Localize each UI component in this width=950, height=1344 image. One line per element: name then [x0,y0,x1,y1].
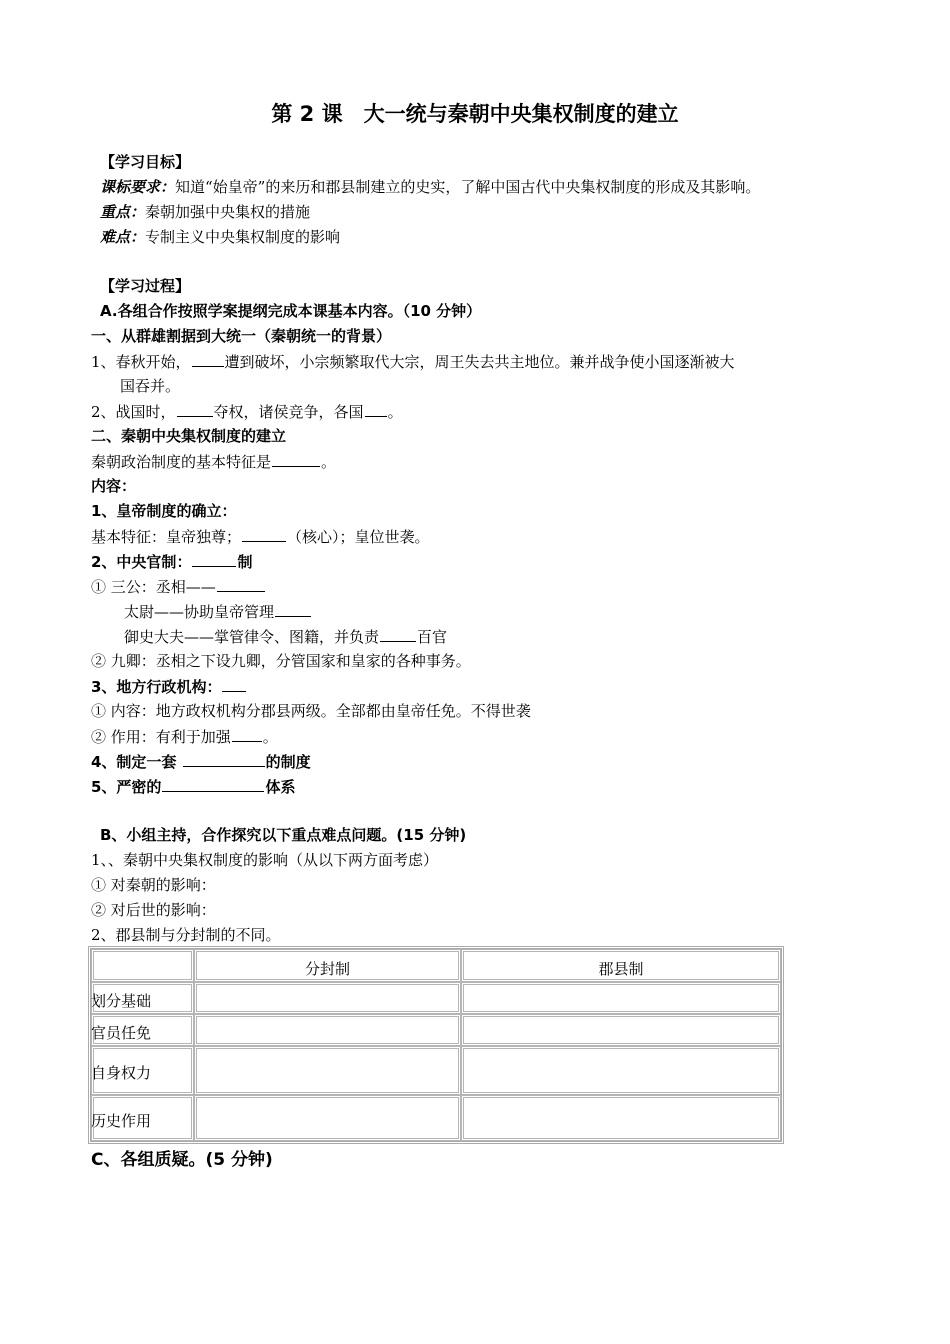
item-1-text-b: 遭到破坏，小宗频繁取代大宗，周王失去共主地位。兼并战争使小国逐渐被大 [224,353,735,371]
sangong-text: ① 三公：丞相—— [91,578,216,596]
table-row [91,1046,194,1095]
table-input-cell[interactable] [461,1046,781,1095]
table-row [91,982,194,1014]
local-effect-line [91,726,278,747]
comparison-table [88,946,784,1144]
yushi-text-a: 御史大夫——掌管律令、图籍，并负责 [124,628,380,646]
table-header-cell [194,949,461,982]
basic-text-a: 秦朝政治制度的基本特征是 [91,453,272,471]
blank-field[interactable] [272,451,320,467]
item-2 [91,401,403,422]
table-input-cell[interactable] [194,1046,461,1095]
difficulty-text: 专制主义中央集权制度的影响 [145,228,341,246]
blank-field[interactable] [275,601,311,617]
question-1-b: ② 对后世的影响： [91,901,216,919]
row-label: 划分基础 [91,992,152,1010]
basic-feature-line [91,451,336,472]
part-a-heading: A.各组合作按照学案提纲完成本课基本内容。（10 分钟） [100,302,482,320]
table-row [91,1014,194,1046]
section-2-heading: 二、秦朝中央集权制度的建立 [91,427,287,445]
emperor-heading: 1、皇帝制度的确立： [91,502,237,520]
process-header: 【学习过程】 [100,277,191,295]
part-c-heading: C、各组质疑。(5 分钟) [91,1150,273,1170]
standard-line [100,177,760,197]
content-label: 内容： [91,477,137,495]
blank-field[interactable] [217,576,265,592]
blank-field[interactable] [380,626,416,642]
central-text-b: 制 [237,553,253,571]
item-1 [91,351,735,372]
item-1-cont: 国吞并。 [120,377,181,395]
central-text-a: 2、中央官制： [91,553,192,571]
item-2-text-c: 。 [387,403,403,421]
table-input-cell[interactable] [461,1014,781,1046]
emperor-text-a: 基本特征：皇帝独尊； [91,528,242,546]
item-5 [91,776,295,797]
jiuqing-line: ② 九卿：丞相之下设九卿，分管国家和皇家的各种事务。 [91,652,471,670]
blank-field[interactable] [242,526,286,542]
sangong-line [91,576,266,597]
basic-text-b: 。 [321,453,337,471]
standard-text: 知道“始皇帝”的来历和郡县制建立的史实，了解中国古代中央集权制度的形成及其影响。 [175,178,761,196]
item-5-text-b: 体系 [265,778,296,796]
blank-field[interactable] [183,751,265,767]
item-5-text-a: 5、严密的 [91,778,162,796]
item-4-text-a: 4、制定一套 [91,753,182,771]
header-fengjian: 分封制 [304,960,350,978]
taiwei-text: 太尉——协助皇帝管理 [124,603,275,621]
item-2-text-b: 夺权，诸侯竞争，各国 [213,403,364,421]
blank-field[interactable] [162,776,264,792]
item-4 [91,751,311,772]
goals-header: 【学习目标】 [100,153,191,171]
emperor-line [91,526,430,547]
difficulty-label: 难点： [100,228,146,246]
blank-field[interactable] [192,551,236,567]
section-1-heading: 一、从群雄割据到大统一（秦朝统一的背景） [91,327,392,345]
yushi-line [124,626,447,647]
taiwei-line [124,601,312,622]
table-input-cell[interactable] [461,1095,781,1141]
local-effect-text-b: 。 [262,728,278,746]
table-input-cell[interactable] [194,1095,461,1141]
local-heading-text: 3、地方行政机构： [91,678,222,696]
question-2: 2、郡县制与分封制的不同。 [91,926,281,944]
header-junxian: 郡县制 [598,960,644,978]
item-1-text-a: 1、春秋开始， [91,353,191,371]
blank-field[interactable] [365,401,387,417]
local-content-line: ① 内容：地方政权机构分郡县两级。全部都由皇帝任免。不得世袭 [91,702,531,720]
table-header-cell [461,949,781,982]
standard-label: 课标要求： [100,178,176,196]
question-1: 1、、秦朝中央集权制度的影响（从以下两方面考虑） [91,851,439,869]
key-label: 重点： [100,203,146,221]
row-label: 历史作用 [91,1112,152,1130]
table-input-cell[interactable] [194,982,461,1014]
key-text: 秦朝加强中央集权的措施 [145,203,311,221]
table-input-cell[interactable] [461,982,781,1014]
row-label: 自身权力 [91,1064,152,1082]
item-2-text-a: 2、战国时， [91,403,176,421]
table-input-cell[interactable] [194,1014,461,1046]
blank-field[interactable] [192,351,224,367]
table-header-cell-empty [91,949,194,982]
difficulty-line [100,227,340,247]
central-heading [91,551,252,572]
key-line [100,202,310,222]
part-b-heading: B、小组主持，合作探究以下重点难点问题。(15 分钟) [100,826,467,844]
blank-field[interactable] [222,676,246,692]
yushi-text-b: 百官 [417,628,448,646]
page-title: 第 2 课 大一统与秦朝中央集权制度的建立 [271,102,679,126]
local-effect-text-a: ② 作用：有利于加强 [91,728,231,746]
table-row [91,1095,194,1141]
item-4-text-b: 的制度 [265,753,311,771]
question-1-a: ① 对秦朝的影响： [91,876,216,894]
blank-field[interactable] [232,726,262,742]
row-label: 官员任免 [91,1024,152,1042]
blank-field[interactable] [177,401,213,417]
local-heading [91,676,247,697]
emperor-text-b: （核心）；皇位世袭。 [287,528,430,546]
